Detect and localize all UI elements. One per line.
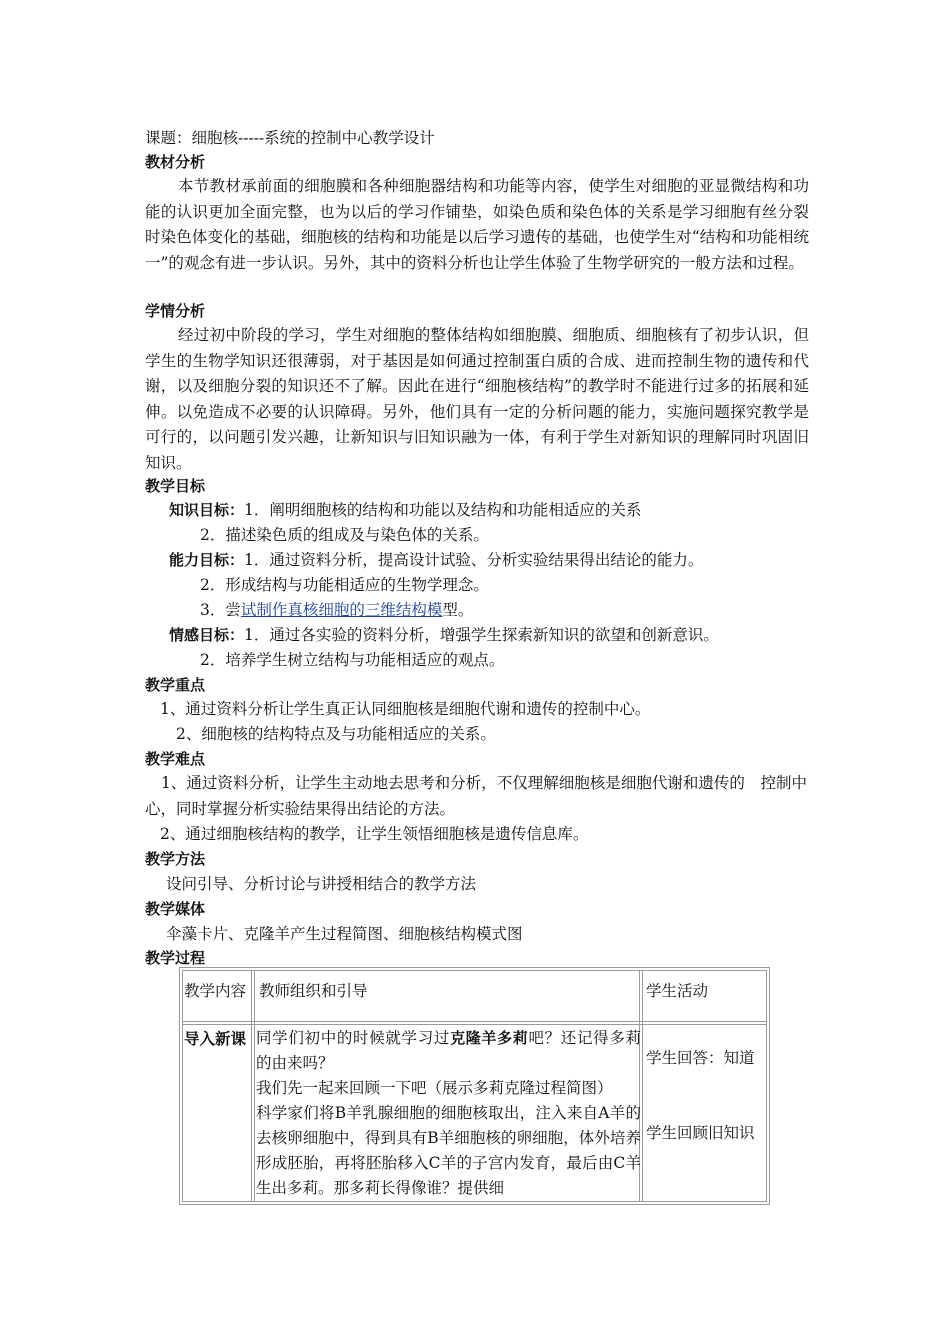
knowledge-goal-2: 2．描述染色质的组成及与染色体的关系。 (200, 526, 489, 544)
section-heading-key-points: 教学重点 (145, 676, 206, 694)
section-heading-methods: 教学方法 (145, 850, 206, 868)
ability-goal-3: 3．尝试制作真核细胞的三维结构模型。 (200, 601, 474, 619)
ability-goal-1: 能力目标：1．通过资料分析，提高设计试验、分析实验结果得出结论的能力。 (169, 551, 704, 569)
key-point-1: 1、通过资料分析让学生真正认同细胞核是细胞代谢和遗传的控制中心。 (160, 700, 651, 718)
table-row-content: 导入新课 (184, 1030, 247, 1048)
key-point-2: 2、细胞核的结构特点及与功能相适应的关系。 (176, 725, 496, 743)
difficulty-1: 1、通过资料分析，让学生主动地去思考和分析，不仅理解细胞核是细胞代谢和遗传的 控制中心，同时掌握分析实验结果得出结论的方法。 (145, 774, 807, 818)
document-title: 课题：细胞核-----系统的控制中心教学设计 (145, 129, 435, 147)
section-heading-difficulties: 教学难点 (145, 750, 206, 768)
section-heading-teaching-goals: 教学目标 (145, 477, 206, 495)
table-header-student: 学生活动 (646, 982, 709, 1000)
section-heading-media: 教学媒体 (145, 900, 206, 918)
section-heading-textbook-analysis: 教材分析 (145, 153, 206, 171)
student-analysis-body: 经过初中阶段的学习，学生对细胞的整体结构如细胞膜、细胞质、细胞核有了初步认识，但学生的生物学知识还很薄弱，对于基因是如何通过控制蛋白质的合成、进而控制生物的遗传和代谢，以及细胞分裂的知识还不了解。因此在进行“细胞核结构”的教学时不能进行过多的拓展和延伸。以免造成不必要的认识障碍。另外，他们具有一定的分析问题的能力，实施问题探究教学是可行的，以问题引发兴趣，让新知识与旧知识融为一体，有利于学生对新知识的理解同时巩固旧知识。 (145, 326, 809, 472)
table-row-student-2: 学生回顾旧知识 (646, 1124, 755, 1142)
section-heading-process: 教学过程 (145, 949, 206, 967)
emotion-goal-2: 2．培养学生树立结构与功能相适应的观点。 (200, 651, 505, 669)
knowledge-goal-label: 知识目标： (169, 501, 245, 519)
methods-body: 设问引导、分析讨论与讲授相结合的教学方法 (166, 875, 477, 893)
emotion-goal-1: 情感目标：1．通过各实验的资料分析，增强学生探索新知识的欲望和创新意识。 (169, 626, 719, 644)
ability-goal-2: 2．形成结构与功能相适应的生物学理念。 (200, 576, 489, 594)
model-making-link[interactable]: 试制作真核细胞的三维结构模 (240, 601, 443, 619)
emotion-goal-label: 情感目标： (169, 626, 245, 644)
textbook-analysis-body: 本节教材承前面的细胞膜和各种细胞器结构和功能等内容，使学生对细胞的亚显微结构和功能的认识更加全面完整，也为以后的学习作铺垫，如染色质和染色体的关系是学习细胞有丝分裂时染色体变化的基础，细胞核的结构和功能是以后学习遗传的基础，也使学生对“结构和功能相统一”的观念有进一步认识。另外，其中的资料分析也让学生体验了生物学研究的一般方法和过程。 (145, 177, 809, 272)
difficulty-2: 2、通过细胞核结构的教学，让学生领悟细胞核是遗传信息库。 (160, 825, 589, 843)
table-header-teacher: 教师组织和引导 (259, 982, 368, 1000)
table-header-content: 教学内容 (184, 982, 247, 1000)
table-row-teacher: 同学们初中的时候就学习过克隆羊多莉吧？还记得多莉的由来吗？ 我们先一起来回顾一下吧（展示多莉克隆过程简图） 科学家们将B羊乳腺细胞的细胞核取出，注入来自A羊的去核卵细胞中，得到具有B羊细胞核的卵细胞，体外培养形成胚胎，再将胚胎移入C羊的子宫内发育，最后由C羊生出多莉。那多莉长得像谁？提供细 (256, 1029, 641, 1197)
media-body: 伞藻卡片、克隆羊产生过程简图、细胞核结构模式图 (166, 925, 523, 943)
knowledge-goal-1: 知识目标：1．阐明细胞核的结构和功能以及结构和功能相适应的关系 (169, 501, 642, 519)
section-heading-student-analysis: 学情分析 (145, 302, 206, 320)
table-row-student-1: 学生回答：知道 (646, 1049, 755, 1067)
ability-goal-label: 能力目标： (169, 551, 245, 569)
